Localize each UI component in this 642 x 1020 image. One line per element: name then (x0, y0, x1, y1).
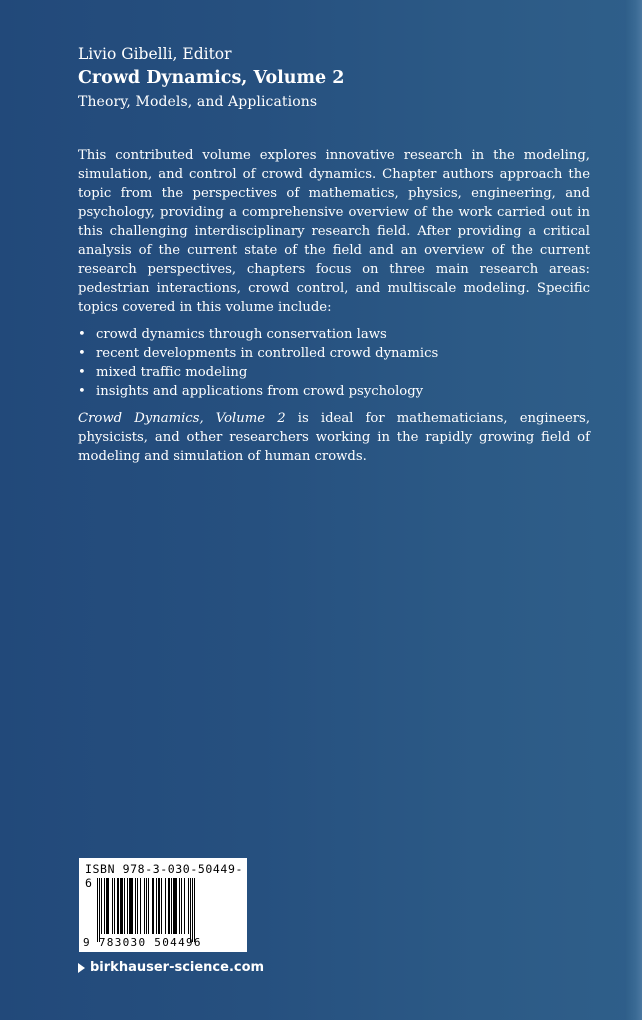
bullet-icon: • (78, 365, 86, 380)
closing-paragraph: Crowd Dynamics, Volume 2 is ideal for mathematicians, engineers, physicists, and other researchers working in the rapidly growing field of modeling and simulation of human crowds. (78, 411, 591, 464)
cover-header (78, 44, 598, 112)
list-item: • crowd dynamics through conservation laws (78, 327, 387, 342)
publisher-url: birkhauser-science.com (90, 960, 265, 975)
isbn-barcode (79, 858, 247, 952)
book-subtitle: Theory, Models, and Applications (78, 94, 318, 110)
barcode-digits: 9 783030 504496 (83, 936, 202, 949)
list-item: • insights and applications from crowd psychology (78, 384, 424, 399)
closing-title: Crowd Dynamics, Volume 2 (78, 411, 286, 426)
barcode-bars (97, 878, 243, 934)
bullet-icon: • (78, 384, 86, 399)
bullet-icon: • (78, 346, 86, 361)
publisher-link[interactable] (78, 960, 264, 975)
list-item: • mixed traffic modeling (78, 365, 248, 380)
isbn-label: ISBN 978-3-030-50449-6 (85, 862, 243, 890)
bullet-icon: • (78, 327, 86, 342)
barcode-bar (194, 878, 195, 942)
arrow-right-icon (78, 963, 85, 973)
list-item: • recent developments in controlled crowd dynamics (78, 346, 439, 361)
description-paragraph: This contributed volume explores innovative research in the modeling, simulation, and control of crowd dynamics. Chapter authors approach the topic from the perspectives of mathematics, physics, engineering, and psychology, providing a comprehensive overview of the work carried out in this challenging interdisciplinary research field. After providing a critical analysis of the current state of the field and an overview of the current research perspectives, chapters focus on three main research areas: pedestrian interactions, crowd control, and multiscale modeling. Specific topics covered in this volume include: (78, 148, 590, 315)
book-title: Crowd Dynamics, Volume 2 (78, 68, 345, 88)
back-cover-description (78, 146, 590, 466)
topics-list (78, 325, 590, 401)
editor-line: Livio Gibelli, Editor (78, 45, 232, 63)
cover-edge (626, 0, 642, 1020)
